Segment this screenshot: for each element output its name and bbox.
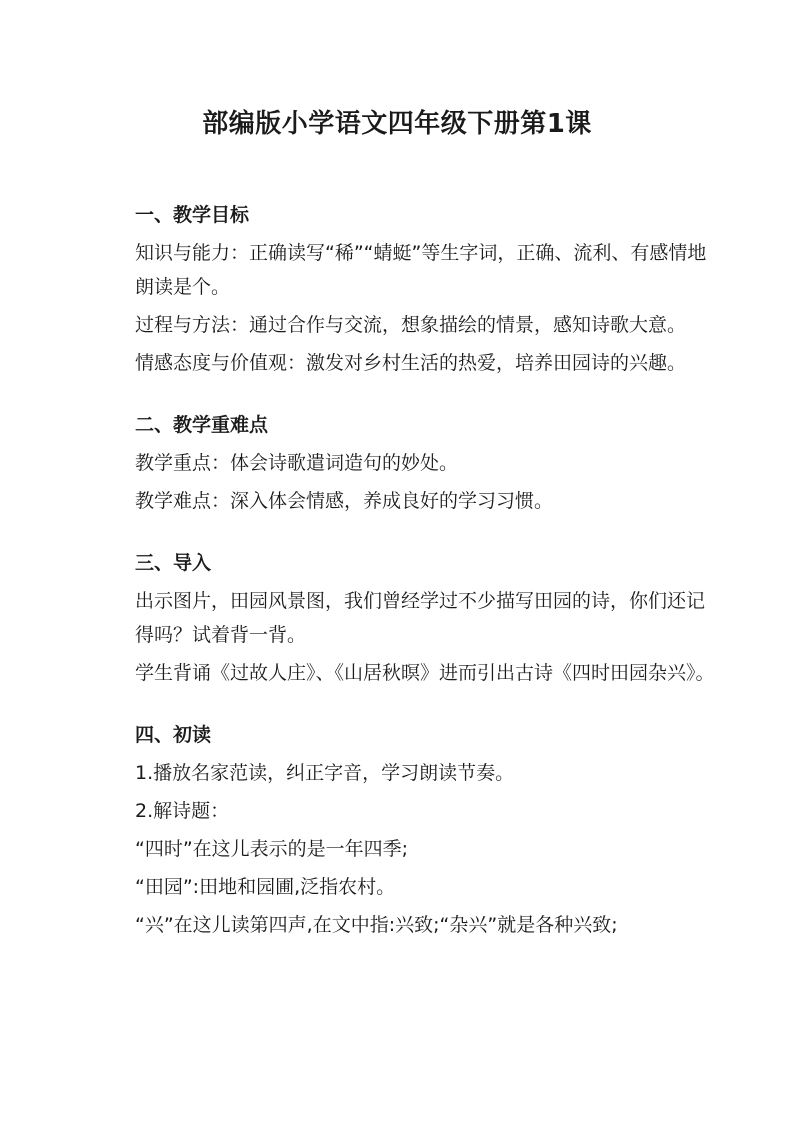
paragraph: 情感态度与价值观：激发对乡村生活的热爱，培养田园诗的兴趣。 — [135, 352, 687, 374]
paragraph: 出示图片，田园风景图，我们曾经学过不少描写田园的诗，你们还记得吗？试着背一背。 — [135, 590, 706, 646]
paragraph: “兴”在这儿读第四声,在文中指:兴致;“杂兴”就是各种兴致; — [135, 914, 618, 936]
section-teaching-goals — [135, 198, 715, 380]
section-heading: 四、初读 — [135, 724, 212, 746]
section-first-reading — [135, 718, 715, 942]
section-introduction — [135, 546, 715, 690]
paragraph: 教学重点：体会诗歌遣词造句的妙处。 — [135, 452, 459, 474]
section-heading: 二、教学重难点 — [135, 414, 269, 436]
paragraph: 1.播放名家范读，纠正字音，学习朗读节奏。 — [135, 762, 515, 784]
paragraph: “四时”在这儿表示的是一年四季; — [135, 838, 409, 860]
paragraph: 教学难点：深入体会情感，养成良好的学习习惯。 — [135, 490, 554, 512]
section-heading: 一、教学目标 — [135, 204, 250, 226]
paragraph: 过程与方法：通过合作与交流，想象描绘的情景，感知诗歌大意。 — [135, 314, 687, 336]
paragraph: “田园”:田地和园圃,泛指农村。 — [135, 876, 396, 898]
paragraph: 知识与能力：正确读写“稀”“蜻蜓”等生字词，正确、流利、有感情地朗读是个。 — [135, 242, 707, 298]
section-heading: 三、导入 — [135, 552, 212, 574]
paragraph: 学生背诵《过故人庄》、《山居秋暝》进而引出古诗《四时田园杂兴》。 — [135, 662, 715, 684]
paragraph: 2.解诗题： — [135, 800, 230, 822]
document-body — [135, 198, 715, 970]
section-key-points — [135, 408, 715, 518]
document-title: 部编版小学语文四年级下册第1课 — [202, 109, 592, 139]
